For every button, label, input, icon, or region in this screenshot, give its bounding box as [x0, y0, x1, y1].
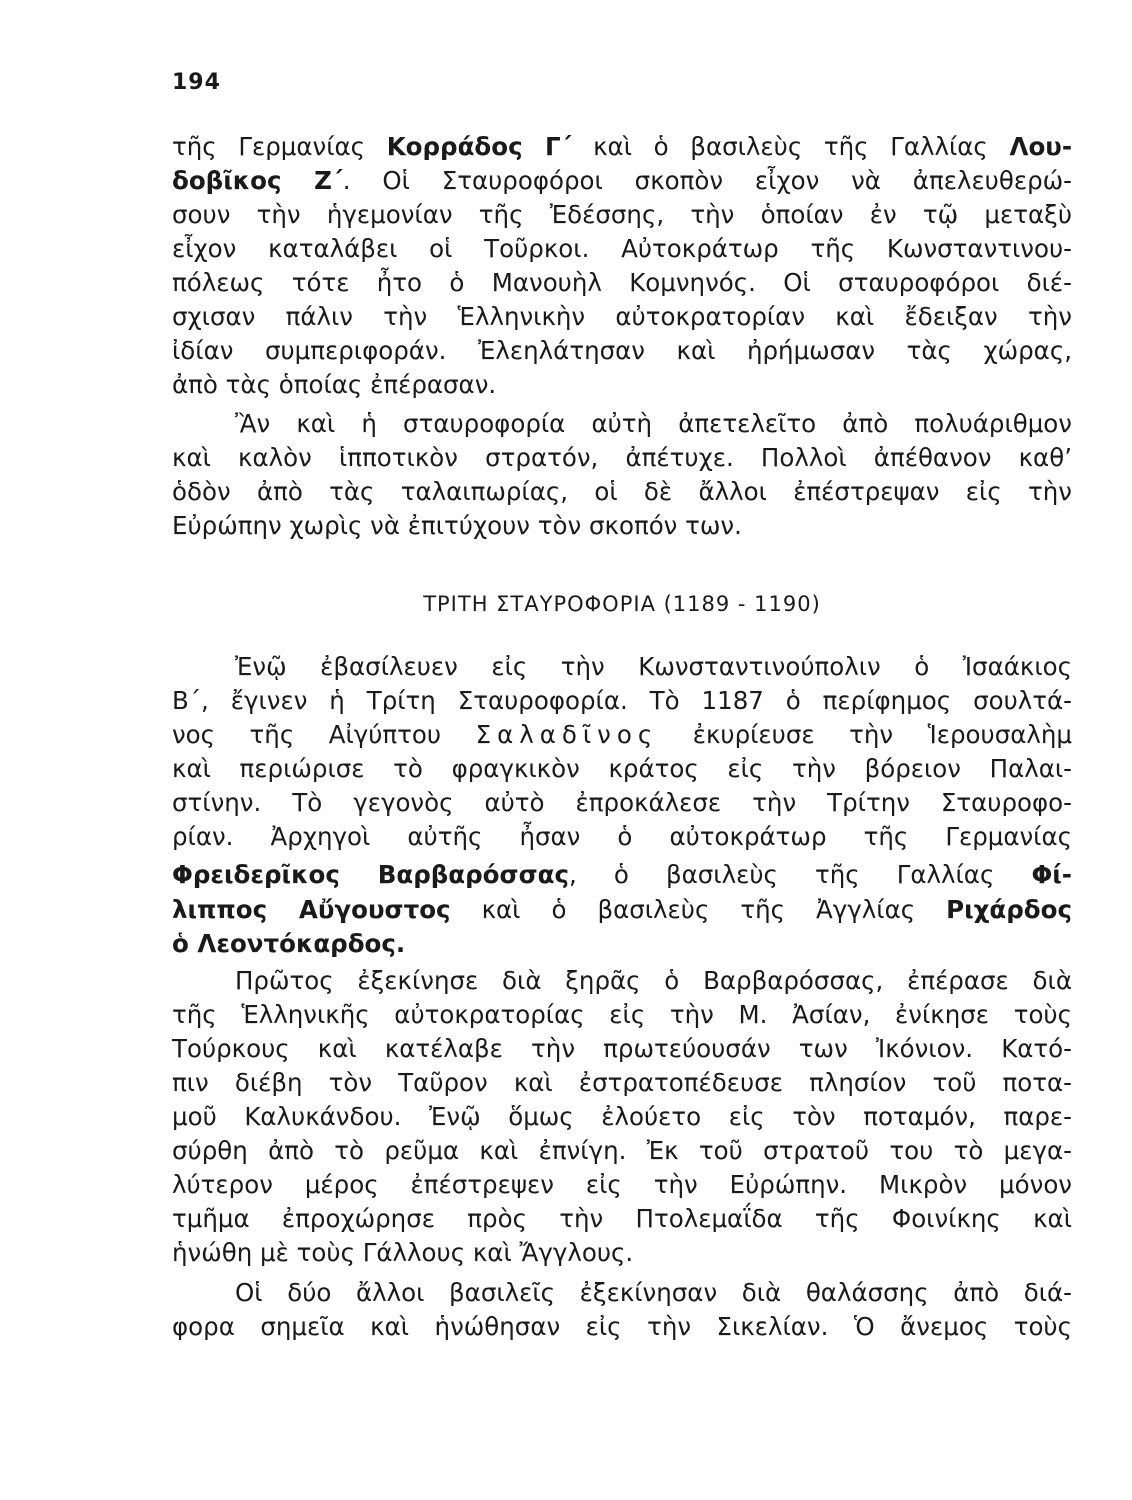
text-line: Πρῶτος ἐξεκίνησε διὰ ξηρᾶς ὁ Βαρβαρόσσας, ἐπέρασε διὰ — [235, 966, 1072, 995]
section-heading: ΤΡΙΤΗ ΣΤΑΥΡΟΦΟΡΙΑ (1189 - 1190) — [423, 592, 821, 616]
text-line: νος τῆς Αἰγύπτου Σαλαδῖνος ἐκυρίευσε τὴν Ἱερουσαλὴμ — [172, 720, 1073, 749]
text-line: τῆς Γερμανίας Κορράδος Γ΄ καὶ ὁ βασιλεὺς τῆς Γαλλίας Λου- — [172, 132, 1072, 161]
name-lionheart: ὁ Λεοντόκαρδος. — [172, 929, 406, 958]
text-line: καὶ περιώρισε τὸ φραγκικὸν κράτος εἰς τὴν βόρειον Παλαι- — [172, 754, 1072, 783]
text-line: Β΄, ἔγινεν ἡ Τρίτη Σταυροφορία. Τὸ 1187 ὁ περίφημος σουλτά- — [172, 686, 1072, 715]
text-line: Εὐρώπην χωρὶς νὰ ἐπιτύχουν τὸν σκοπόν των. — [172, 511, 742, 540]
name-loudovikos-start: Λου- — [1009, 132, 1072, 161]
text-line: σύρθη ἀπὸ τὸ ρεῦμα καὶ ἐπνίγη. Ἐκ τοῦ στρατοῦ του τὸ μεγα- — [172, 1136, 1072, 1165]
name-frederick: Φρειδερῖκος Βαρβαρόσσας — [172, 860, 569, 889]
text-line: ὁδὸν ἀπὸ τὰς ταλαιπωρίας, οἱ δὲ ἄλλοι ἐπέστρεψαν εἰς τὴν — [172, 477, 1072, 506]
text-line: δοβῖκος Ζ΄. Οἱ Σταυροφόροι σκοπὸν εἶχον νὰ ἀπελευθερώ- — [172, 166, 1072, 195]
text-line: ἡνώθη μὲ τοὺς Γάλλους καὶ Ἄγγλους. — [172, 1238, 634, 1267]
text-line: εἶχον καταλάβει οἱ Τοῦρκοι. Αὐτοκράτωρ τῆς Κωνσταντινου- — [172, 234, 1072, 263]
text-line: πιν διέβη τὸν Ταῦρον καὶ ἐστρατοπέδευσε πλησίον τοῦ ποτα- — [172, 1068, 1072, 1097]
text-line: φορα σημεῖα καὶ ἡνώθησαν εἰς τὴν Σικελίαν. Ὁ ἄνεμος τοὺς — [172, 1312, 1072, 1341]
text-line: Φρειδερῖκος Βαρβαρόσσας, ὁ βασιλεὺς τῆς Γαλλίας Φί- — [172, 860, 1072, 889]
name-philip-end: λιππος Αὔγουστος — [172, 895, 451, 924]
text-line — [172, 927, 1072, 961]
name-saladinos: Σαλαδῖνος — [475, 720, 659, 749]
page-number: 194 — [172, 70, 221, 95]
text-line: πόλεως τότε ἦτο ὁ Μανουὴλ Κομνηνός. Οἱ σταυροφόροι διέ- — [172, 268, 1072, 297]
text-line: σχισαν πάλιν τὴν Ἑλληνικὴν αὐτοκρατορίαν καὶ ἔδειξαν τὴν — [172, 302, 1072, 331]
text-line: λιππος Αὔγουστος καὶ ὁ βασιλεὺς τῆς Ἀγγλίας Ριχάρδος — [172, 895, 1072, 924]
text-line: τμῆμα ἐπροχώρησε πρὸς τὴν Πτολεμαΐδα τῆς Φοινίκης καὶ — [172, 1204, 1072, 1233]
name-richard: Ριχάρδος — [946, 895, 1072, 924]
text-line: ρίαν. Ἀρχηγοὶ αὐτῆς ἦσαν ὁ αὐτοκράτωρ τῆς Γερμανίας — [172, 822, 1072, 851]
text-line: ἀπὸ τὰς ὁποίας ἐπέρασαν. — [172, 370, 497, 399]
name-philip-start: Φί- — [1031, 860, 1072, 889]
text-line: λύτερον μέρος ἐπέστρεψεν εἰς τὴν Εὐρώπην. Μικρὸν μόνον — [172, 1170, 1072, 1199]
text-line: σουν τὴν ἡγεμονίαν τῆς Ἐδέσσης, τὴν ὁποίαν ἐν τῷ μεταξὺ — [172, 200, 1072, 229]
text-line: Ἐνῷ ἐβασίλευεν εἰς τὴν Κωνσταντινούπολιν ὁ Ἰσαάκιος — [235, 652, 1072, 681]
text-line: τῆς Ἑλληνικῆς αὐτοκρατορίας εἰς τὴν Μ. Ἀσίαν, ἐνίκησε τοὺς — [172, 1000, 1072, 1029]
text-line: στίνην. Τὸ γεγονὸς αὐτὸ ἐπροκάλεσε τὴν Τρίτην Σταυροφο- — [172, 788, 1072, 817]
text-line: ἰδίαν συμπεριφοράν. Ἐλεηλάτησαν καὶ ἠρήμωσαν τὰς χώρας, — [172, 336, 1072, 365]
text-line: Οἱ δύο ἄλλοι βασιλεῖς ἐξεκίνησαν διὰ θαλάσσης ἀπὸ διά- — [235, 1278, 1072, 1307]
name-korrados: Κορράδος Γ΄ — [386, 132, 572, 161]
name-loudovikos-end: δοβῖκος Ζ΄ — [172, 166, 343, 195]
text-line: καὶ καλὸν ἱπποτικὸν στρατόν, ἀπέτυχε. Πολλοὶ ἀπέθανον καθ’ — [172, 443, 1072, 472]
text-line: Ἂν καὶ ἡ σταυροφορία αὐτὴ ἀπετελεῖτο ἀπὸ πολυάριθμον — [235, 409, 1072, 438]
text-line: Τούρκους καὶ κατέλαβε τὴν πρωτεύουσάν των Ἰκόνιον. Κατό- — [172, 1034, 1072, 1063]
text-line: μοῦ Καλυκάνδου. Ἐνῷ ὅμως ἐλούετο εἰς τὸν ποταμόν, παρε- — [172, 1102, 1072, 1131]
